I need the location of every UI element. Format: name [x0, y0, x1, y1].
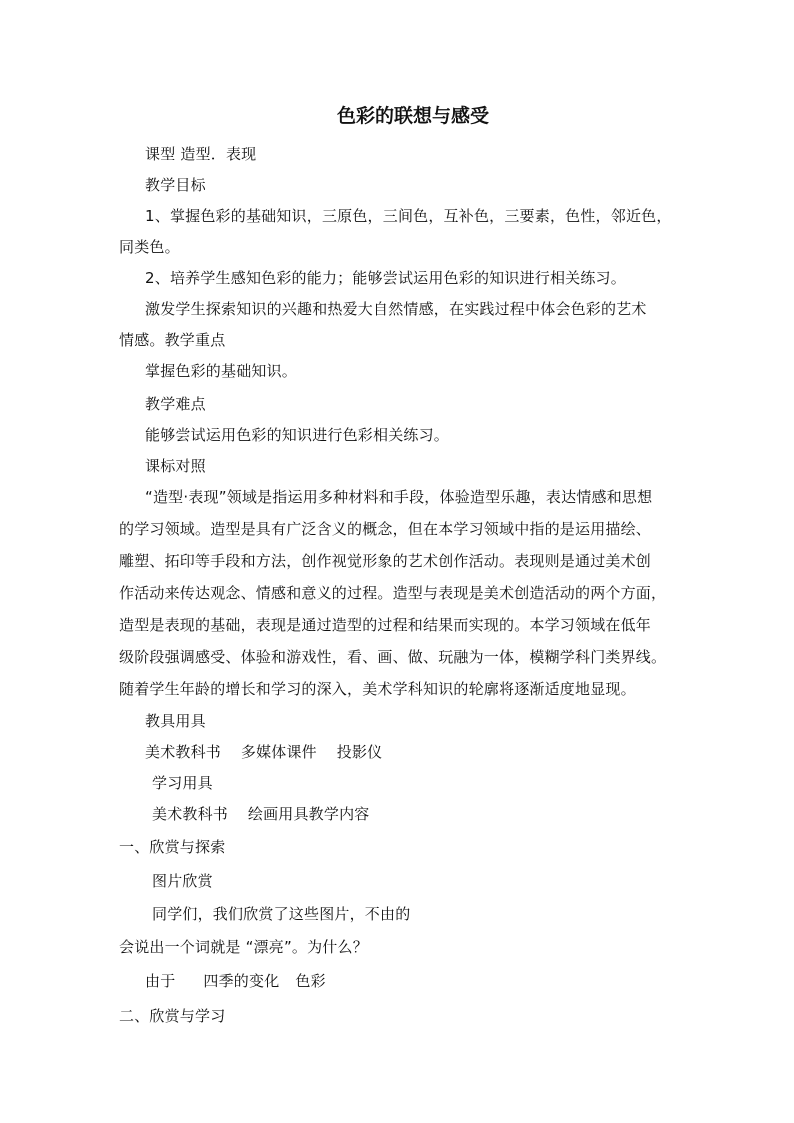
- standard-paragraph-line: 随着学生年龄的增长和学习的深入，美术学科知识的轮廓将逐渐适度地显现。: [119, 680, 636, 698]
- standard-paragraph-line: “造型·表现”领域是指运用多种材料和手段，体验造型乐趣，表达情感和思想: [145, 488, 653, 506]
- standard-paragraph-line: 造型是表现的基础，表现是通过造型的过程和结果而实现的。本学习领域在低年: [119, 616, 652, 634]
- difficulty: 能够尝试运用色彩的知识进行色彩相关练习。: [145, 426, 450, 444]
- page-title: 色彩的联想与感受: [336, 105, 489, 127]
- answer-seasons: 四季的变化: [203, 972, 280, 990]
- objective-3-line-1: 激发学生探索知识的兴趣和热爱大自然情感，在实践过程中体会色彩的艺术: [145, 300, 647, 318]
- student-tools-heading: 学习用具: [152, 774, 213, 792]
- answer-prefix: 由于: [145, 972, 176, 990]
- answer-color: 色彩: [295, 972, 326, 990]
- picture-appreciation: 图片欣赏: [152, 872, 213, 890]
- standard-paragraph-line: 雕塑、拓印等手段和方法，创作视觉形象的艺术创作活动。表现则是通过美术创: [119, 552, 652, 570]
- objective-2: 2、培养学生感知色彩的能力；能够尝试运用色彩的知识进行相关练习。: [145, 269, 626, 287]
- objectives-heading: 教学目标: [145, 176, 206, 194]
- answer-line: [145, 972, 326, 990]
- standard-heading: 课标对照: [145, 457, 206, 475]
- standard-paragraph-line: 作活动来传达观念、情感和意义的过程。造型与表现是美术创造活动的两个方面，: [119, 584, 667, 602]
- standard-paragraph-line: 级阶段强调感受、体验和游戏性，看、画、做、玩融为一体，模糊学科门类界线。: [119, 648, 667, 666]
- teacher-tools: 美术教科书 多媒体课件 投影仪: [145, 743, 383, 761]
- question-line-2: 会说出一个词就是 “漂亮”。为什么？: [119, 938, 368, 956]
- standard-paragraph-line: 的学习领域。造型是具有广泛含义的概念，但在本学习领域中指的是运用描绘、: [119, 520, 652, 538]
- question-line-1: 同学们，我们欣赏了这些图片，不由的: [152, 905, 411, 923]
- section-1-heading: 一、欣赏与探索: [119, 838, 226, 856]
- difficulty-heading: 教学难点: [145, 395, 206, 413]
- objective-1-line-1: 1、掌握色彩的基础知识，三原色，三间色，互补色，三要素，色性，邻近色，: [145, 207, 672, 225]
- student-tools: 美术教科书 绘画用具教学内容: [152, 805, 370, 823]
- objective-1-line-2: 同类色。: [119, 238, 180, 256]
- section-2-heading: 二、欣赏与学习: [119, 1007, 226, 1025]
- objective-3-line-2: 情感。教学重点: [119, 331, 226, 349]
- lesson-type: 课型 造型．表现: [145, 145, 257, 163]
- teacher-tools-heading: 教具用具: [145, 712, 206, 730]
- key-point: 掌握色彩的基础知识。: [145, 362, 298, 380]
